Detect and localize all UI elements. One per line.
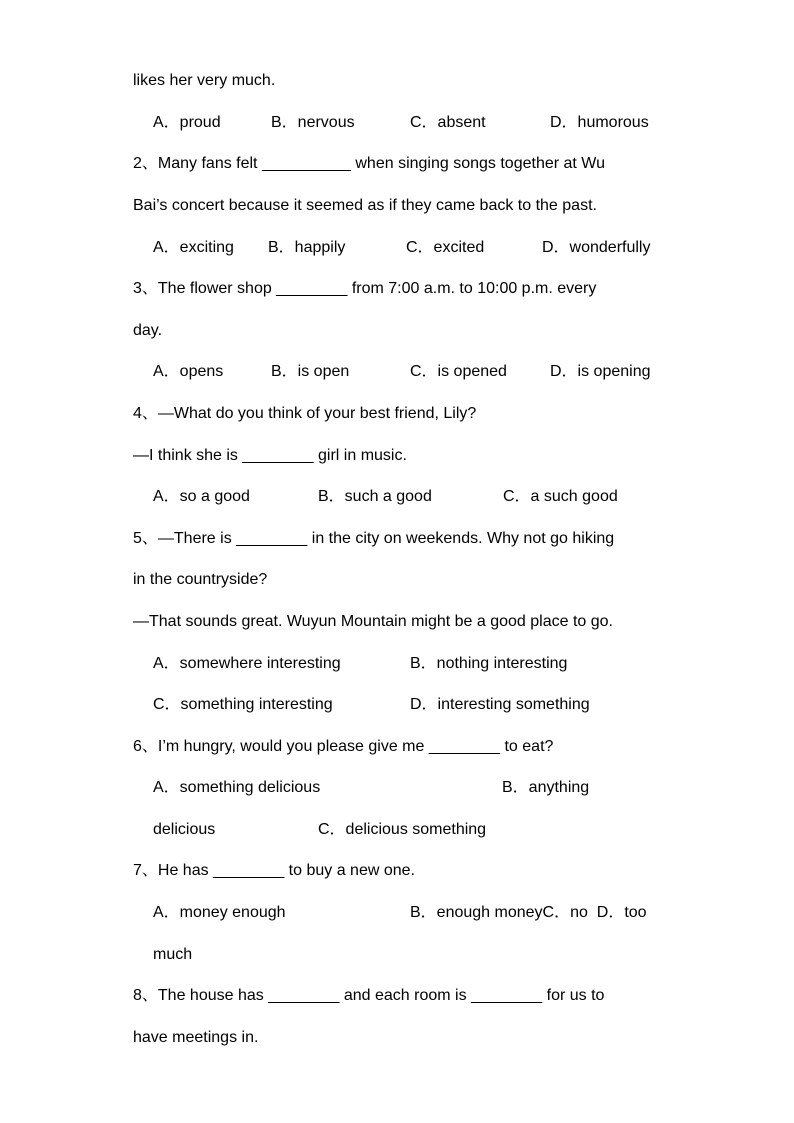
q5-stem-line1: 5、—There is ________ in the city on weekends. Why not go hiking <box>133 530 615 547</box>
q4-stem-line2: —I think she is ________ girl in music. <box>133 447 407 464</box>
q4-option-a: A．so a good <box>153 488 250 505</box>
q4-option-c: C．a such good <box>503 488 618 505</box>
question-1-continuation: likes her very much. <box>133 72 276 89</box>
q5-option-a: A．somewhere interesting <box>153 655 341 672</box>
q5-option-d: D．interesting something <box>410 696 590 713</box>
q7-option-b-c-d: B．enough moneyC．no D．too <box>410 904 647 921</box>
q4-stem-line1: 4、—What do you think of your best friend, Lily? <box>133 405 477 422</box>
q3-stem-line1: 3、The flower shop ________ from 7:00 a.m. to 10:00 p.m. every <box>133 280 597 297</box>
q6-option-b: B．anything <box>502 779 590 796</box>
q2-option-a: A．exciting <box>153 239 234 256</box>
q1-option-a: A．proud <box>153 114 221 131</box>
q6-stem: 6、I’m hungry, would you please give me ________ to eat? <box>133 738 554 755</box>
q3-option-a: A．opens <box>153 363 224 380</box>
q3-option-d: D．is opening <box>550 363 651 380</box>
q3-option-c: C．is opened <box>410 363 507 380</box>
q6-option-c: C．delicious something <box>318 821 487 838</box>
q7-option-a: A．money enough <box>153 904 286 921</box>
q1-option-c: C．absent <box>410 114 486 131</box>
q6-option-b-continuation: delicious <box>153 821 216 838</box>
q3-option-b: B．is open <box>271 363 350 380</box>
q2-option-d: D．wonderfully <box>542 239 651 256</box>
q7-option-d-continuation: much <box>153 946 193 963</box>
q3-stem-line2: day. <box>133 322 163 339</box>
q2-option-c: C．excited <box>406 239 485 256</box>
q8-stem-line2: have meetings in. <box>133 1029 259 1046</box>
q1-option-b: B．nervous <box>271 114 355 131</box>
q1-option-d: D．humorous <box>550 114 649 131</box>
q2-stem-line2: Bai’s concert because it seemed as if they came back to the past. <box>133 197 597 214</box>
q2-option-b: B．happily <box>268 239 346 256</box>
q8-stem-line1: 8、The house has ________ and each room is ________ for us to <box>133 987 605 1004</box>
q5-option-b: B．nothing interesting <box>410 655 568 672</box>
q2-stem-line1: 2、Many fans felt __________ when singing songs together at Wu <box>133 155 606 172</box>
q5-stem-line2: in the countryside? <box>133 571 268 588</box>
q5-stem-line3: —That sounds great. Wuyun Mountain might be a good place to go. <box>133 613 613 630</box>
q7-stem: 7、He has ________ to buy a new one. <box>133 862 415 879</box>
q4-option-b: B．such a good <box>318 488 432 505</box>
q6-option-a: A．something delicious <box>153 779 321 796</box>
q5-option-c: C．something interesting <box>153 696 333 713</box>
